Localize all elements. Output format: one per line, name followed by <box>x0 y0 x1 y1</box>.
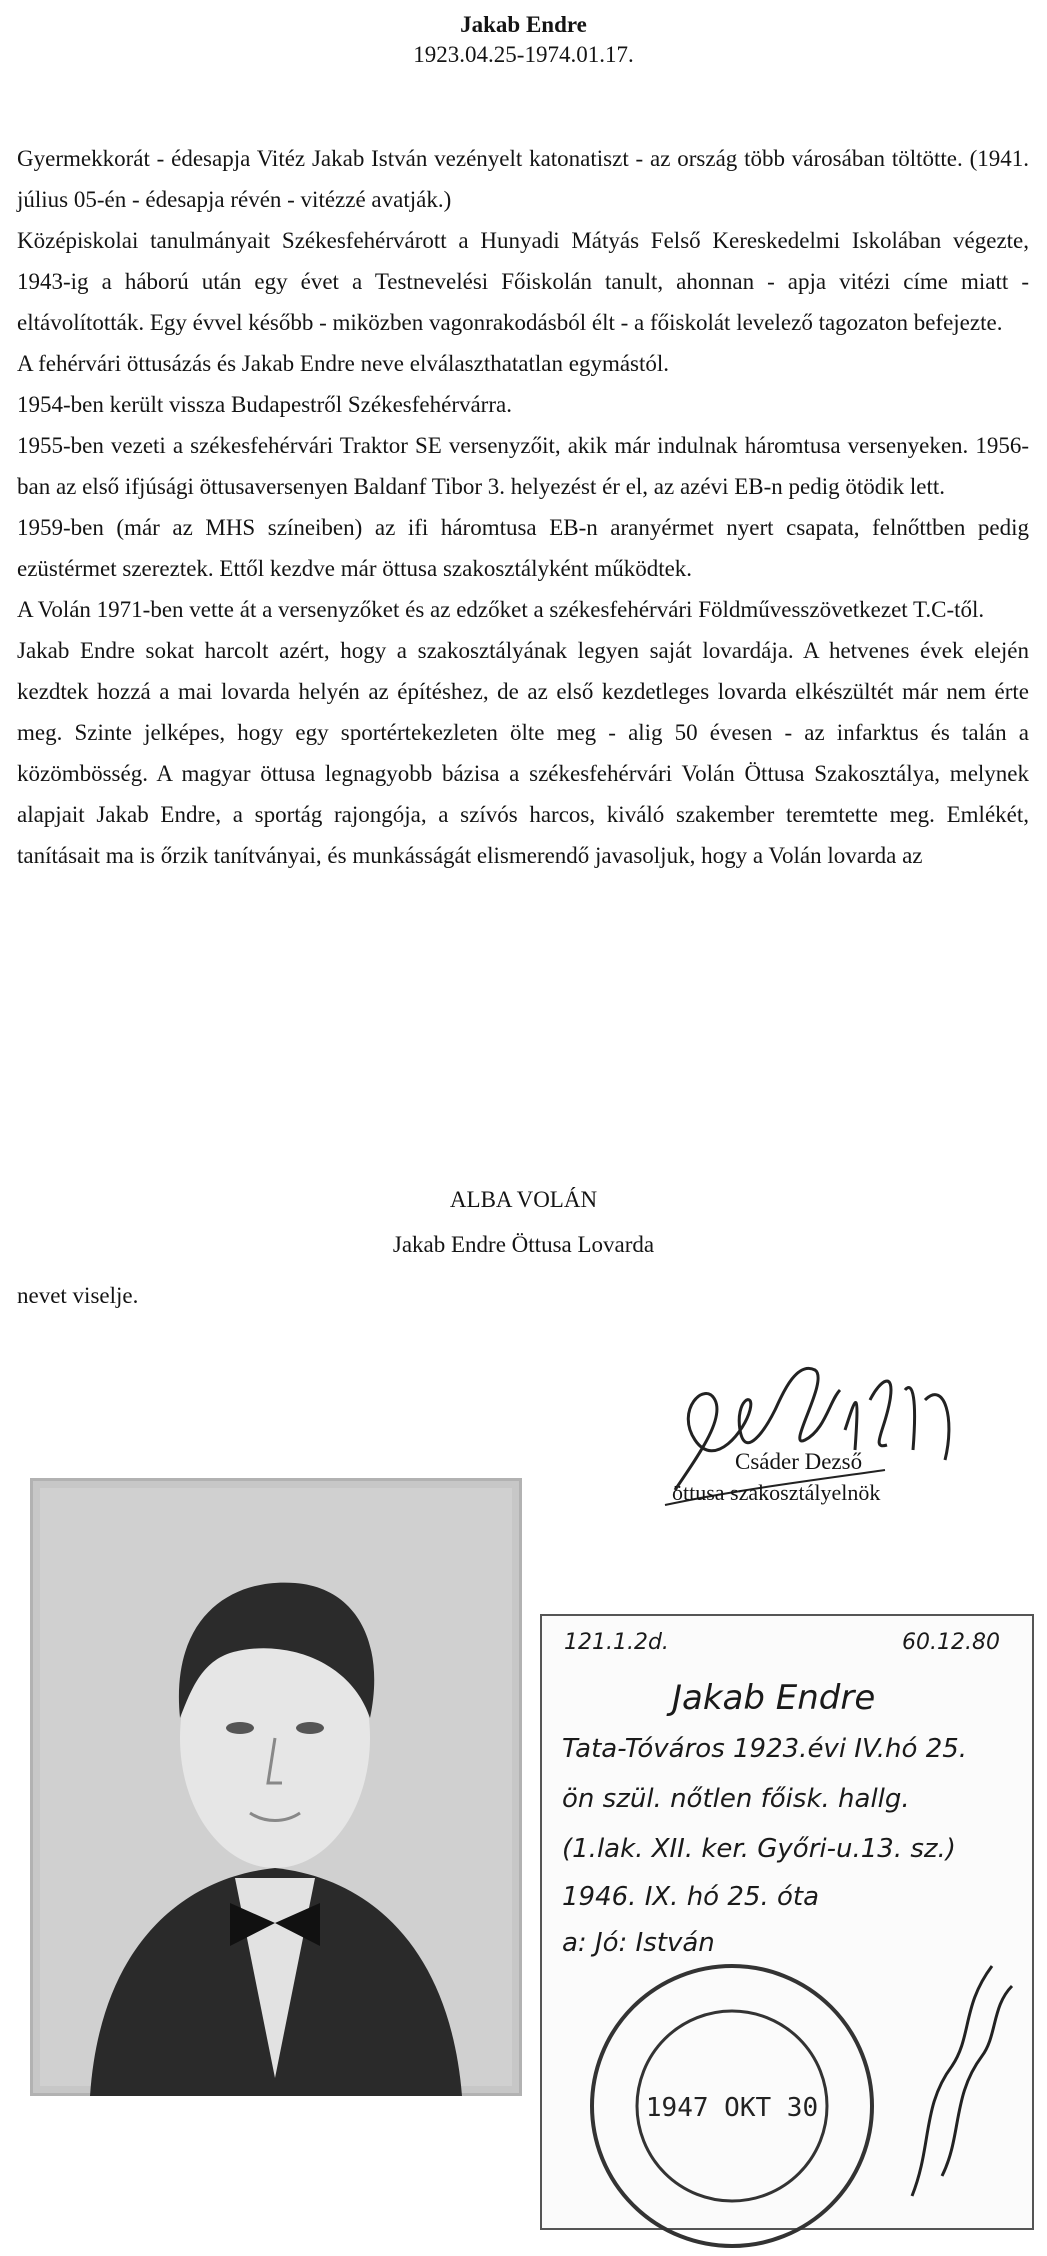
portrait-photo <box>30 1478 522 2096</box>
card-address: (1.lak. XII. ker. Győri-u.13. sz.) <box>562 1834 956 1864</box>
card-status: ön szül. nőtlen főisk. hallg. <box>562 1784 910 1814</box>
paragraph: 1954-ben került vissza Budapestről Székesfehérvárra. <box>17 392 512 417</box>
card-father: a: Jó: István <box>562 1928 715 1958</box>
card-reference: 121.1.2d. <box>564 1630 669 1655</box>
card-name: Jakab Endre <box>672 1678 876 1718</box>
card-birth: Tata-Tóváros 1923.évi IV.hó 25. <box>562 1734 968 1764</box>
official-stamp <box>582 1956 882 2256</box>
portrait-image <box>30 1478 522 2096</box>
proposal-line-2: Jakab Endre Öttusa Lovarda <box>392 1232 655 1257</box>
document-title: Jakab Endre <box>460 12 587 37</box>
signatory-role: öttusa szakosztályelnök <box>672 1480 881 1505</box>
paragraph: Középiskolai tanulmányait Székesfehérvárott a Hunyadi Mátyás Felső Kereskedelmi Iskolában végezte, 1943-ig a háború után egy évet a Testnevelési Főiskolán tanult, ahonnan - apja vitézi címe miatt - eltávolították. Egy évvel később - miközben vagonrakodásból élt - a főiskolát levelező tagozaton befejezte. <box>17 228 1029 335</box>
life-dates: 1923.04.25-1974.01.17. <box>413 42 634 67</box>
card-since: 1946. IX. hó 25. óta <box>562 1882 820 1912</box>
paragraph: A Volán 1971-ben vette át a versenyzőket és az edzőket a székesfehérvári Földművesszövetkezet T.C-től. <box>17 597 985 622</box>
registration-card <box>540 1614 1034 2230</box>
proposal-tail: nevet viselje. <box>17 1283 139 1308</box>
paragraph: Gyermekkorát - édesapja Vitéz Jakab István vezényelt katonatiszt - az ország több városában töltötte. (1941. július 05-én - édesapja révén - vitézzé avatják.) <box>17 146 1029 212</box>
stamp-date: 1947 OKT 30 <box>645 2093 819 2123</box>
diagonal-signature <box>892 1946 1022 2206</box>
paragraph: 1959-ben (már az MHS színeiben) az ifi háromtusa EB-n aranyérmet nyert csapata, felnőttben pedig ezüstérmet szereztek. Ettől kezdve már öttusa szakosztályként működtek. <box>17 515 1029 581</box>
paragraph: 1955-ben vezeti a székesfehérvári Traktor SE versenyzőit, akik már indulnak háromtusa versenyeken. 1956-ban az első ifjúsági öttusaversenyen Baldanf Tibor 3. helyezést ér el, az azévi EB-n pedig ötödik lett. <box>17 433 1029 499</box>
proposal-line-1: ALBA VOLÁN <box>449 1187 598 1212</box>
paragraph: Jakab Endre sokat harcolt azért, hogy a szakosztályának legyen saját lovardája. A hetvenes évek elején kezdtek hozzá a mai lovarda helyén az építéshez, de az első kezdetleges lovarda elkészültét már nem érte meg. Szinte jelképes, hogy egy sportértekezleten ölte meg - alig 50 évesen - az infarktus és talán a közömbösség. A magyar öttusa legnagyobb bázisa a székesfehérvári Volán Öttusa Szakosztálya, melynek alapjait Jakab Endre, a sportág rajongója, a szívós harcos, kiváló szakember teremtette meg. Emlékét, tanításait ma is őrzik tanítványai, és munkásságát elismerendő javasoljuk, hogy a Volán lovarda az <box>17 638 1029 868</box>
biography-text <box>17 138 1029 876</box>
signatory-name: Csáder Dezső <box>735 1449 863 1474</box>
card-date: 60.12.80 <box>902 1630 1000 1655</box>
paragraph: A fehérvári öttusázás és Jakab Endre neve elválaszthatatlan egymástól. <box>17 351 670 376</box>
document-header <box>0 10 1047 70</box>
